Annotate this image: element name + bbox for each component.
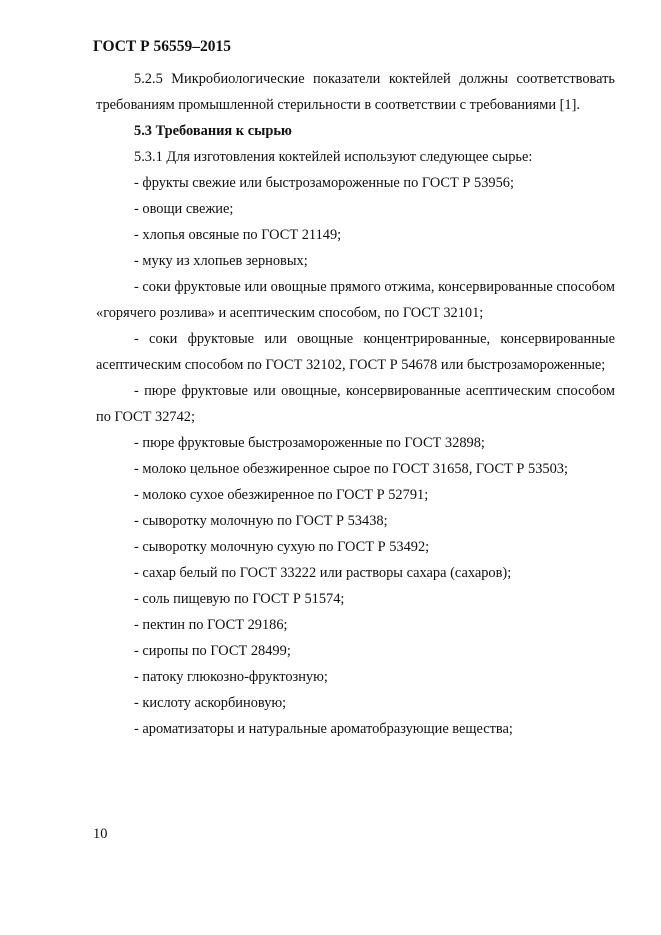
document-body <box>96 66 615 742</box>
paragraph: - сыворотку молочную сухую по ГОСТ Р 53492; <box>134 539 430 555</box>
paragraph: - пюре фруктовые быстрозамороженные по ГОСТ 32898; <box>134 435 485 451</box>
paragraph: - ароматизаторы и натуральные ароматобразующие вещества; <box>134 721 513 737</box>
paragraph: - молоко цельное обезжиренное сырое по ГОСТ 31658, ГОСТ Р 53503; <box>134 461 569 477</box>
page-number: 10 <box>93 826 108 842</box>
paragraph: - сыворотку молочную по ГОСТ Р 53438; <box>134 513 388 529</box>
paragraph: - пектин по ГОСТ 29186; <box>134 617 288 633</box>
paragraph: 5.2.5 Микробиологические показатели коктейлей должны соответствовать требованиям промышленной стерильности в соответствии с требованиями [1]. <box>96 71 615 113</box>
paragraph: - молоко сухое обезжиренное по ГОСТ Р 52791; <box>134 487 429 503</box>
paragraph: 5.3.1 Для изготовления коктейлей используют следующее сырье: <box>134 149 533 165</box>
paragraph: - кислоту аскорбиновую; <box>134 695 287 711</box>
paragraph: - соки фруктовые или овощные концентрированные, консервированные асептическим способом по ГОСТ 32102, ГОСТ Р 54678 или быстрозамороженные; <box>96 331 615 373</box>
paragraph: - пюре фруктовые или овощные, консервированные асептическим способом по ГОСТ 32742; <box>96 383 615 425</box>
paragraph: - овощи свежие; <box>134 201 234 217</box>
paragraph: - фрукты свежие или быстрозамороженные по ГОСТ Р 53956; <box>134 175 514 191</box>
paragraph: - соки фруктовые или овощные прямого отжима, консервированные способом «горячего розлива» и асептическим способом, по ГОСТ 32101; <box>96 279 615 321</box>
paragraph: - сиропы по ГОСТ 28499; <box>134 643 291 659</box>
paragraph: - соль пищевую по ГОСТ Р 51574; <box>134 591 345 607</box>
paragraph: - сахар белый по ГОСТ 33222 или растворы сахара (сахаров); <box>134 565 512 581</box>
paragraph: - патоку глюкозно-фруктозную; <box>134 669 328 685</box>
paragraph: - хлопья овсяные по ГОСТ 21149; <box>134 227 342 243</box>
section-heading: 5.3 Требования к сырью <box>134 123 292 139</box>
document-header: ГОСТ Р 56559–2015 <box>93 38 231 55</box>
paragraph: - муку из хлопьев зерновых; <box>134 253 308 269</box>
